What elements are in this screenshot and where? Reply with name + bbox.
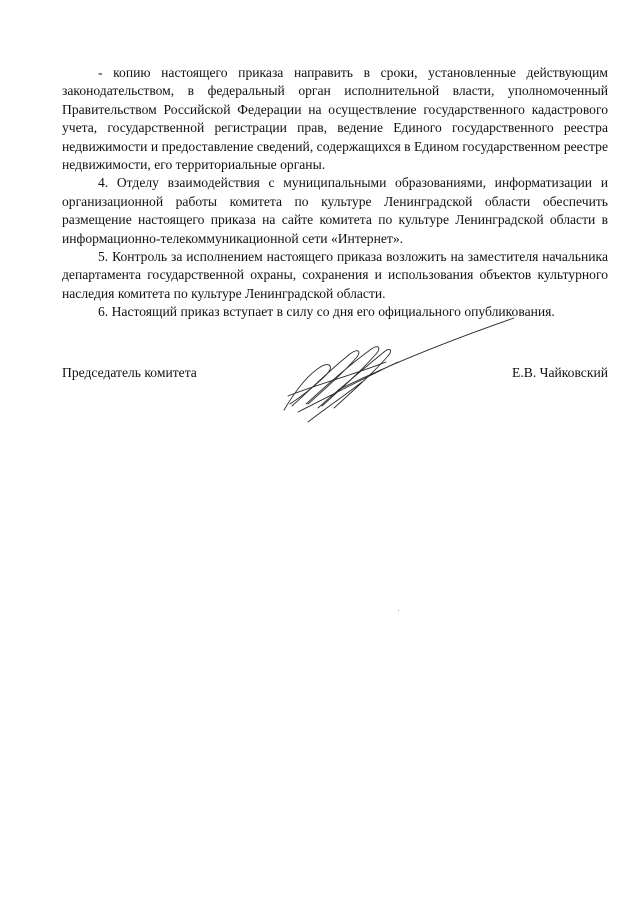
signature-block	[62, 364, 608, 384]
paragraph-item-6: 6. Настоящий приказ вступает в силу со дня его официального опубликования.	[98, 304, 555, 320]
scan-artifact	[398, 610, 399, 611]
document-body	[62, 64, 608, 322]
paragraph-item-4: 4. Отделу взаимодействия с муниципальными образованиями, информатизации и организационной работы комитета по культуре Ленинградской области обеспечить размещение настоящего приказа на сайте комитета по культуре Ленинградской области в информационно-телекоммуникационной сети «Интернет».	[62, 175, 608, 246]
paragraph-copy-distribution: - копию настоящего приказа направить в сроки, установленные действующим законодательством, в федеральный орган исполнительной власти, уполномоченный Правительством Российской Федерации на осуществление государственного кадастрового учета, государственной регистрации прав, ведение Единого государственного реестра недвижимости и предоставление сведений, содержащихся в Едином государственном реестре недвижимости, его территориальные органы.	[62, 65, 608, 173]
signer-title: Председатель комитета	[62, 365, 197, 380]
signer-name: Е.В. Чайковский	[512, 365, 608, 380]
paragraph-item-5: 5. Контроль за исполнением настоящего приказа возложить на заместителя начальника департамента государственной охраны, сохранения и использования объектов культурного наследия комитета по культуре Ленинградской области.	[62, 249, 608, 301]
